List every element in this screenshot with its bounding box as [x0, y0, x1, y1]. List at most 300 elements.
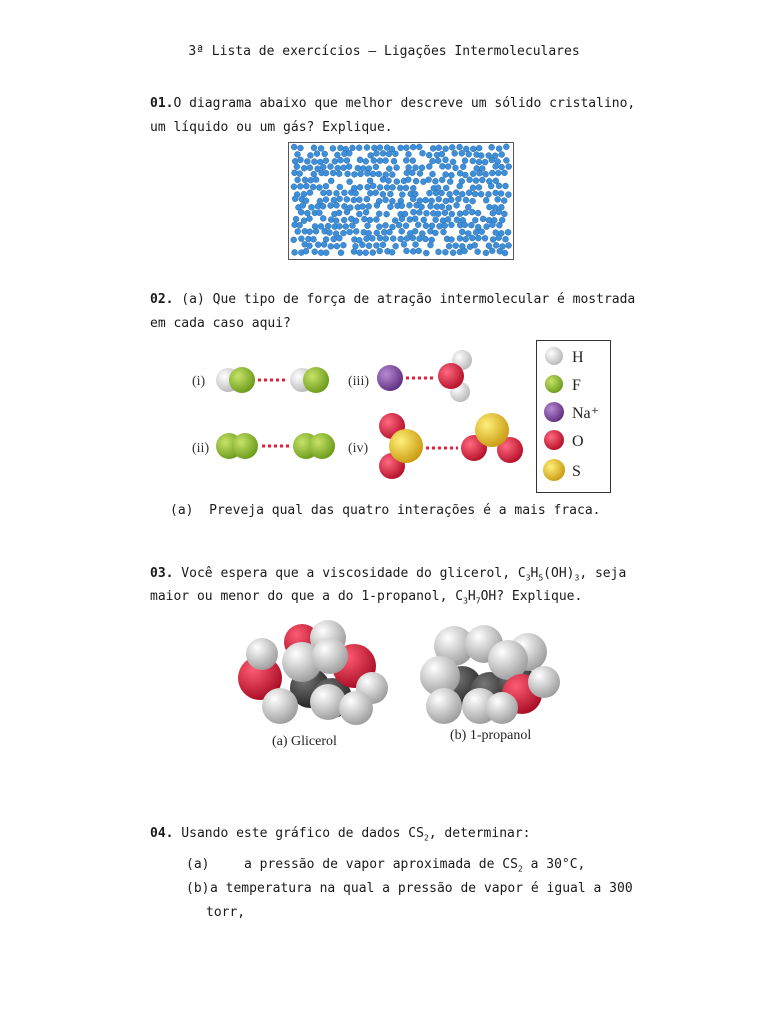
particle	[419, 204, 425, 210]
particle	[470, 171, 476, 177]
particle	[355, 165, 361, 171]
particle	[466, 190, 472, 196]
particle	[346, 150, 352, 156]
particle	[384, 185, 390, 191]
particle	[311, 145, 317, 151]
particle	[410, 185, 416, 191]
particle	[334, 243, 340, 249]
particle	[363, 209, 369, 215]
particle	[457, 183, 463, 189]
particle	[435, 185, 441, 191]
particle	[380, 242, 386, 248]
label-iv: (iv)	[348, 441, 369, 456]
particle	[403, 185, 409, 191]
particle	[357, 184, 363, 190]
legend-na-icon	[544, 402, 564, 422]
particle	[486, 204, 492, 210]
particle	[505, 192, 511, 198]
particle	[404, 170, 410, 176]
particle	[462, 172, 468, 178]
particle	[472, 242, 478, 248]
particle	[428, 203, 434, 209]
particle	[483, 171, 489, 177]
particle	[462, 248, 468, 254]
particle	[328, 178, 334, 184]
particle	[493, 230, 499, 236]
particle	[318, 145, 324, 151]
particle	[344, 209, 350, 215]
particle	[441, 229, 447, 235]
particle	[346, 164, 352, 170]
particle	[472, 191, 478, 197]
particle	[472, 217, 478, 223]
particle	[406, 165, 412, 171]
particle	[297, 222, 303, 228]
particle	[390, 184, 396, 190]
particle	[373, 190, 379, 196]
particle	[370, 250, 376, 256]
particle	[376, 224, 382, 230]
atom-f	[303, 367, 329, 393]
particle	[410, 209, 416, 215]
particle	[351, 249, 357, 255]
particle	[345, 171, 351, 177]
particle	[442, 223, 448, 229]
particle	[301, 165, 307, 171]
particle	[502, 250, 508, 256]
particle	[361, 216, 367, 222]
particle	[353, 228, 359, 234]
particle	[381, 229, 387, 235]
particle	[390, 236, 396, 242]
particle	[343, 224, 349, 230]
particle	[448, 222, 454, 228]
particle	[436, 196, 442, 202]
particle	[439, 204, 445, 210]
legend-o-label: O	[572, 433, 584, 450]
particle	[473, 178, 479, 184]
particle	[499, 164, 505, 170]
question-04-item-b-line2: torr,	[206, 905, 246, 920]
particle	[439, 163, 445, 169]
particle	[477, 170, 483, 176]
particle	[341, 203, 347, 209]
particle	[322, 151, 328, 157]
particle	[363, 250, 369, 256]
particle	[439, 151, 445, 157]
particle	[489, 157, 495, 163]
atom-s	[475, 413, 509, 447]
particle	[454, 217, 460, 223]
question-01	[150, 96, 636, 111]
particle	[423, 223, 429, 229]
particle	[392, 151, 398, 157]
particle	[396, 222, 402, 228]
particle	[443, 146, 449, 152]
particle	[377, 158, 383, 164]
particle	[318, 223, 324, 229]
particle	[308, 204, 314, 210]
particle	[447, 191, 453, 197]
legend-s-label: S	[572, 463, 581, 480]
particle	[365, 223, 371, 229]
particle	[503, 236, 509, 242]
particle	[394, 179, 400, 185]
particle	[316, 185, 322, 191]
particle	[501, 198, 507, 204]
particle	[373, 217, 379, 223]
particle	[432, 230, 438, 236]
particle	[301, 218, 307, 224]
particle	[489, 144, 495, 150]
particle	[380, 150, 386, 156]
question-text: O diagrama abaixo que melhor descreve um sólido cristalino,	[173, 96, 636, 111]
particle	[365, 184, 371, 190]
particle	[410, 196, 416, 202]
question-02-line2: em cada caso aqui?	[150, 316, 291, 331]
particle	[479, 177, 485, 183]
particle	[405, 177, 411, 183]
atom-s	[389, 429, 423, 463]
particle	[383, 222, 389, 228]
particle	[486, 191, 492, 197]
particle	[416, 248, 422, 254]
particle	[483, 250, 489, 256]
question-03: 03. Você espera que a viscosidade do glicerol, $C_3H_5(OH)_3$, seja	[150, 566, 627, 583]
legend-o-icon	[544, 430, 564, 450]
legend-f-icon	[545, 375, 563, 393]
particle	[435, 211, 441, 217]
particle	[442, 249, 448, 255]
particle	[410, 158, 416, 164]
particle	[307, 152, 313, 158]
particle	[377, 235, 383, 241]
particle	[502, 170, 508, 176]
particle	[335, 165, 341, 171]
particle	[479, 229, 485, 235]
particle	[426, 164, 432, 170]
particle	[292, 196, 298, 202]
particle	[409, 170, 415, 176]
particle	[303, 248, 309, 254]
particle	[496, 183, 502, 189]
particle	[429, 223, 435, 229]
particle	[328, 243, 334, 249]
particle	[501, 211, 507, 217]
particle	[454, 202, 460, 208]
particle	[353, 190, 359, 196]
atom-f	[232, 433, 258, 459]
label-i: (i)	[192, 374, 206, 389]
legend-h-label: H	[572, 349, 584, 366]
particle	[337, 145, 343, 151]
particle	[374, 202, 380, 208]
particle	[364, 196, 370, 202]
particle	[430, 158, 436, 164]
particle	[394, 165, 400, 171]
particle	[310, 184, 316, 190]
particle	[311, 236, 317, 242]
particle	[417, 171, 423, 177]
particle	[401, 241, 407, 247]
particle	[364, 170, 370, 176]
particle	[413, 242, 419, 248]
particle	[391, 158, 397, 164]
particle	[307, 229, 313, 235]
particle	[336, 210, 342, 216]
particle	[445, 164, 451, 170]
question-number: 02.	[150, 292, 174, 307]
particle	[337, 184, 343, 190]
particle	[410, 248, 416, 254]
particle	[334, 190, 340, 196]
particle	[404, 248, 410, 254]
particle	[356, 145, 362, 151]
particle	[295, 229, 301, 235]
question-04-item-b: a temperatura na qual a pressão de vapor é igual a 300	[210, 881, 633, 896]
particle	[389, 198, 395, 204]
particle	[374, 150, 380, 156]
particle	[311, 159, 317, 165]
particle	[363, 158, 369, 164]
particle	[459, 191, 465, 197]
particle	[323, 183, 329, 189]
particle	[315, 242, 321, 248]
particle	[336, 235, 342, 241]
particle	[377, 248, 383, 254]
particle	[429, 198, 435, 204]
particle	[323, 170, 329, 176]
particle	[426, 177, 432, 183]
particle	[331, 236, 337, 242]
glicerol-model	[238, 620, 388, 725]
particle	[413, 165, 419, 171]
particle	[325, 223, 331, 229]
particle	[433, 190, 439, 196]
particle	[334, 202, 340, 208]
particle	[429, 237, 435, 243]
particle	[304, 158, 310, 164]
particle	[496, 146, 502, 152]
particle	[370, 183, 376, 189]
particle	[470, 146, 476, 152]
particle	[449, 211, 455, 217]
particle	[449, 144, 455, 150]
question-number: 04.	[150, 826, 174, 841]
particle	[353, 243, 359, 249]
particle	[488, 183, 494, 189]
particle	[347, 179, 353, 185]
particle	[298, 145, 304, 151]
particle	[496, 209, 502, 215]
particle	[399, 192, 405, 198]
particle	[476, 145, 482, 151]
particle	[292, 170, 298, 176]
particle-diagram	[288, 142, 514, 260]
particle	[493, 242, 499, 248]
particle	[307, 216, 313, 222]
particle	[476, 184, 482, 190]
particle	[443, 172, 449, 178]
particle	[366, 243, 372, 249]
particle	[307, 190, 313, 196]
particle	[313, 228, 319, 234]
particle	[416, 209, 422, 215]
particle	[308, 177, 314, 183]
particle	[311, 171, 317, 177]
particle	[460, 164, 466, 170]
particle	[446, 243, 452, 249]
particle	[360, 165, 366, 171]
question-number: 01.	[150, 96, 174, 111]
particle	[459, 229, 465, 235]
particle	[323, 250, 329, 256]
particle	[386, 151, 392, 157]
particle	[320, 164, 326, 170]
particle	[430, 145, 436, 151]
atom-f	[229, 367, 255, 393]
particle	[323, 158, 329, 164]
particle	[356, 211, 362, 217]
particle	[489, 248, 495, 254]
particle	[442, 210, 448, 216]
question-04-item-a-label: (a)	[186, 857, 210, 872]
particle	[386, 178, 392, 184]
particle	[423, 250, 429, 256]
particle	[397, 185, 403, 191]
particle	[462, 158, 468, 164]
particle	[336, 171, 342, 177]
particle	[326, 230, 332, 236]
particle	[344, 158, 350, 164]
particle	[371, 158, 377, 164]
particle	[499, 152, 505, 158]
particle	[293, 216, 299, 222]
particle	[463, 197, 469, 203]
particle	[393, 243, 399, 249]
particle	[351, 171, 357, 177]
particle	[480, 216, 486, 222]
particle	[457, 235, 463, 241]
particle	[373, 243, 379, 249]
particle	[415, 222, 421, 228]
particle	[410, 235, 416, 241]
particle	[320, 190, 326, 196]
particle	[323, 197, 329, 203]
particle	[303, 183, 309, 189]
particle	[421, 217, 427, 223]
particle	[387, 204, 393, 210]
particle	[366, 203, 372, 209]
particle	[384, 211, 390, 217]
particle	[291, 184, 297, 190]
legend-f-label: F	[572, 377, 581, 394]
question-01-line2: um líquido ou um gás? Explique.	[150, 120, 393, 135]
particle	[465, 204, 471, 210]
particle	[389, 172, 395, 178]
question-04-item-a: a pressão de vapor aproximada de $CS_2$ a 30°C,	[244, 857, 586, 874]
particle	[463, 146, 469, 152]
particle	[333, 218, 339, 224]
particle	[364, 145, 370, 151]
particle	[430, 171, 436, 177]
particle	[294, 164, 300, 170]
particle	[347, 229, 353, 235]
particle	[326, 190, 332, 196]
particle	[493, 163, 499, 169]
particle	[449, 237, 455, 243]
particle	[292, 158, 298, 164]
particle	[453, 243, 459, 249]
particle	[506, 243, 512, 249]
particle	[484, 224, 490, 230]
particle	[404, 145, 410, 151]
particle	[496, 222, 502, 228]
particle	[380, 191, 386, 197]
particle	[360, 204, 366, 210]
particle	[469, 209, 475, 215]
caption-propanol: (b) 1-propanol	[450, 728, 532, 743]
particle	[475, 210, 481, 216]
particle	[423, 197, 429, 203]
particle	[295, 177, 301, 183]
particle	[463, 210, 469, 216]
particle	[420, 150, 426, 156]
particle	[383, 158, 389, 164]
particle	[447, 179, 453, 185]
propanol-model	[420, 625, 560, 724]
particle	[371, 145, 377, 151]
particle	[313, 177, 319, 183]
particle	[307, 165, 313, 171]
particle	[389, 249, 395, 255]
particle	[457, 211, 463, 217]
particle	[357, 157, 363, 163]
particle	[330, 170, 336, 176]
particle	[340, 242, 346, 248]
particle	[417, 236, 423, 242]
particle	[398, 236, 404, 242]
particle	[387, 229, 393, 235]
particle	[503, 144, 509, 150]
particle	[338, 250, 344, 256]
particle	[334, 152, 340, 158]
particle	[380, 177, 386, 183]
particle	[320, 203, 326, 209]
label-ii: (ii)	[192, 441, 210, 456]
particle	[443, 157, 449, 163]
particle	[302, 177, 308, 183]
particle	[316, 210, 322, 216]
particle	[376, 211, 382, 217]
particle	[493, 190, 499, 196]
atom-o	[438, 363, 464, 389]
particle	[453, 190, 459, 196]
particle	[452, 150, 458, 156]
particle	[427, 190, 433, 196]
particle	[495, 196, 501, 202]
particle	[446, 205, 452, 211]
particle	[341, 165, 347, 171]
particle	[433, 217, 439, 223]
particle	[403, 223, 409, 229]
particle	[412, 228, 418, 234]
question-02	[150, 292, 636, 307]
particle	[300, 203, 306, 209]
particle	[377, 184, 383, 190]
particle	[383, 236, 389, 242]
particle	[448, 172, 454, 178]
